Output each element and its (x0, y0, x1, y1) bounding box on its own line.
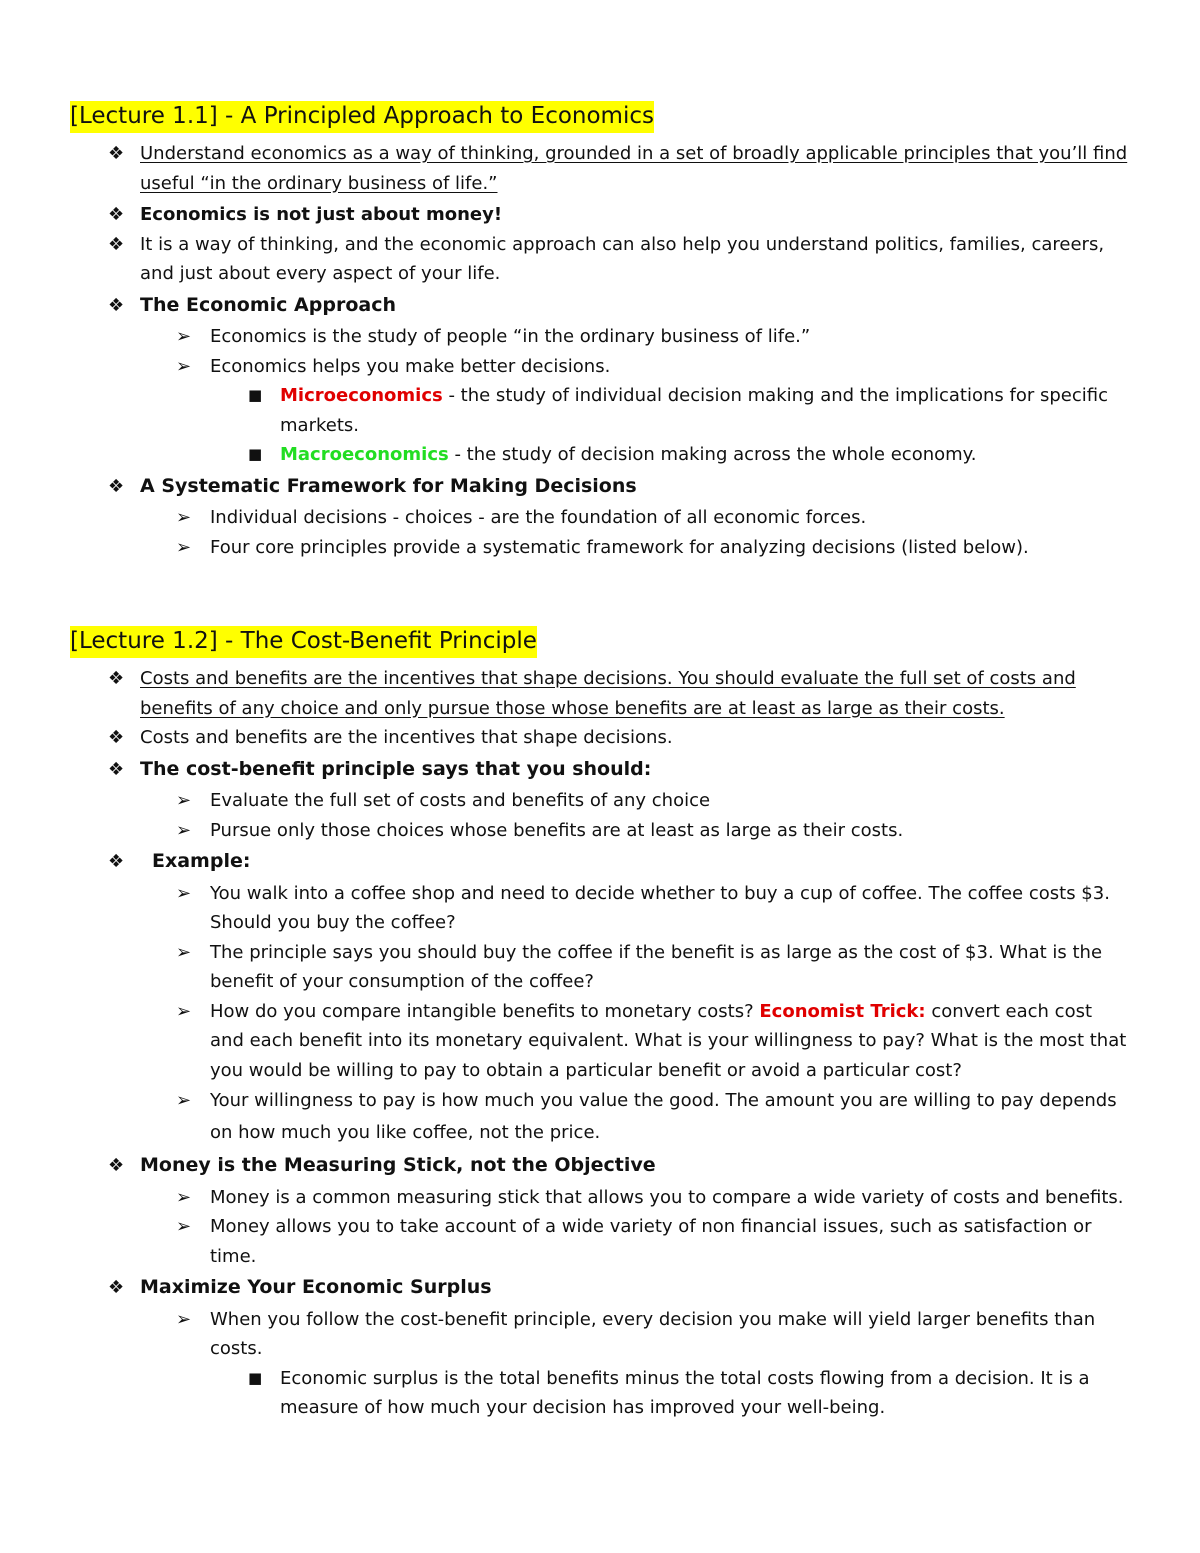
list-item (68, 230, 1130, 289)
list-item (68, 1151, 1130, 1181)
list-item (68, 200, 1130, 230)
subheading-text: Money is the Measuring Stick, not the Objective (140, 1154, 656, 1176)
list-item (68, 381, 1130, 440)
bold-text: Economics is not just about money! (140, 204, 503, 225)
arrow-bullet-icon: ➢ (176, 1308, 192, 1330)
list-item (68, 816, 1130, 846)
bullet-text: The principle says you should buy the coffee if the benefit is as large as the cost of $3. What is the benefit of your consumption of the coffee? (210, 941, 1103, 992)
bullet-text: Money allows you to take account of a wide variety of non financial issues, such as satisfaction or time. (210, 1216, 1092, 1267)
subheading-text: Maximize Your Economic Surplus (140, 1276, 492, 1298)
bullet-text: Money is a common measuring stick that allows you to compare a wide variety of costs and benefits. (210, 1186, 1124, 1208)
bullet-text: Evaluate the full set of costs and benefits of any choice (210, 790, 711, 811)
list-item (68, 352, 1130, 382)
economist-trick-label: Economist Trick: (759, 1000, 926, 1022)
subheading-text: Example: (152, 850, 251, 872)
list-item (68, 1212, 1130, 1271)
square-bullet-icon: ■ (248, 1368, 263, 1387)
arrow-bullet-icon: ➢ (176, 1000, 192, 1022)
underlined-summary-text: Understand economics as a way of thinking, grounded in a set of broadly applicable principles that you’ll find useful “in the ordinary business of life.” (140, 143, 1128, 194)
bullet-text: Individual decisions - choices - are the foundation of all economic forces. (210, 507, 867, 528)
list-item (68, 664, 1130, 723)
list-item (68, 533, 1130, 563)
bullet-text: convert each cost and each benefit into its monetary equivalent. What is your willingness to pay? What is the most that you would be willing to pay to obtain a particular benefit or avoid a particular cost? (210, 1000, 1127, 1081)
arrow-bullet-icon: ➢ (176, 1186, 192, 1208)
list-item (68, 503, 1130, 533)
list-item (68, 755, 1130, 785)
list-item (68, 139, 1130, 198)
diamond-bullet-icon: ❖ (108, 233, 125, 255)
bullet-text: It is a way of thinking, and the economic approach can also help you understand politics, families, careers, and just about every aspect of your life. (140, 233, 1105, 284)
bullet-text: Pursue only those choices whose benefits are at least as large as their costs. (210, 819, 904, 841)
list-item (68, 879, 1130, 938)
list-item (68, 322, 1130, 352)
diamond-bullet-icon: ❖ (108, 294, 125, 316)
definition-text: - the study of individual decision making and the implications for specific markets. (280, 385, 1108, 436)
diamond-bullet-icon: ❖ (108, 758, 125, 780)
macroeconomics-term: Macroeconomics (280, 444, 449, 465)
list-item (68, 291, 1130, 321)
list-item (68, 1364, 1130, 1423)
underlined-summary-text: Costs and benefits are the incentives that shape decisions. You should evaluate the full set of costs and benefits of any choice and only pursue those whose benefits are at least as large as their costs. (140, 668, 1076, 719)
arrow-bullet-icon: ➢ (176, 941, 192, 963)
bullet-text: When you follow the cost-benefit principle, every decision you make will yield larger benefits than costs. (210, 1308, 1096, 1359)
highlighted-heading-text: [Lecture 1.2] - The Cost-Benefit Principle (70, 626, 537, 658)
diamond-bullet-icon: ❖ (108, 204, 125, 225)
diamond-bullet-icon: ❖ (108, 851, 125, 872)
list-item (68, 938, 1130, 997)
arrow-bullet-icon: ➢ (176, 1216, 192, 1237)
subheading-text: The Economic Approach (140, 293, 396, 316)
arrow-bullet-icon: ➢ (176, 326, 192, 347)
arrow-bullet-icon: ➢ (176, 1090, 192, 1111)
definition-text: - the study of decision making across the whole economy. (448, 444, 977, 465)
diamond-bullet-icon: ❖ (108, 668, 125, 689)
list-item (68, 786, 1130, 816)
bullet-text: Economics is the study of people “in the ordinary business of life.” (210, 326, 811, 347)
bullet-text: Costs and benefits are the incentives that shape decisions. (140, 727, 673, 748)
bullet-text: Your willingness to pay is how much you value the good. The amount you are willing to pay depends on how much you like coffee, not the price. (210, 1090, 1117, 1143)
list-item (68, 723, 1130, 753)
arrow-bullet-icon: ➢ (176, 536, 192, 558)
bullet-list (70, 664, 1130, 1423)
diamond-bullet-icon: ❖ (108, 1277, 125, 1298)
bullet-text: You walk into a coffee shop and need to decide whether to buy a cup of coffee. The coffee costs $3. Should you buy the coffee? (210, 882, 1110, 933)
bullet-text: How do you compare intangible benefits to monetary costs? (210, 1000, 760, 1022)
highlighted-heading-text: [Lecture 1.1] - A Principled Approach to Economics (70, 101, 654, 133)
microeconomics-term: Microeconomics (280, 385, 443, 406)
subheading-text: The cost-benefit principle says that you should: (140, 757, 652, 780)
square-bullet-icon: ■ (248, 386, 263, 404)
section-heading (70, 97, 1130, 135)
list-item (68, 997, 1130, 1086)
list-item (68, 440, 1130, 470)
diamond-bullet-icon: ❖ (108, 475, 125, 497)
arrow-bullet-icon: ➢ (176, 790, 192, 811)
diamond-bullet-icon: ❖ (108, 727, 125, 748)
bullet-text: Four core principles provide a systematic framework for analyzing decisions (listed below). (210, 536, 1029, 558)
diamond-bullet-icon: ❖ (108, 143, 125, 164)
bullet-list (70, 139, 1130, 562)
lecture-1-1-section (70, 97, 1130, 562)
list-item (68, 1305, 1130, 1364)
arrow-bullet-icon: ➢ (176, 507, 192, 528)
square-bullet-icon: ■ (248, 445, 263, 463)
list-item (68, 847, 1130, 877)
lecture-1-2-section (70, 622, 1130, 1423)
diamond-bullet-icon: ❖ (108, 1155, 125, 1176)
arrow-bullet-icon: ➢ (176, 819, 192, 841)
list-item (68, 472, 1130, 502)
section-heading (70, 622, 1130, 660)
subheading-text: A Systematic Framework for Making Decisions (140, 474, 637, 497)
definition-text: Economic surplus is the total benefits minus the total costs flowing from a decision. It is a measure of how much your decision has improved your well-being. (280, 1367, 1090, 1418)
bullet-text: Economics helps you make better decisions. (210, 355, 611, 377)
list-item (68, 1085, 1130, 1149)
arrow-bullet-icon: ➢ (176, 355, 192, 377)
list-item (68, 1273, 1130, 1303)
list-item (68, 1183, 1130, 1213)
arrow-bullet-icon: ➢ (176, 882, 192, 904)
